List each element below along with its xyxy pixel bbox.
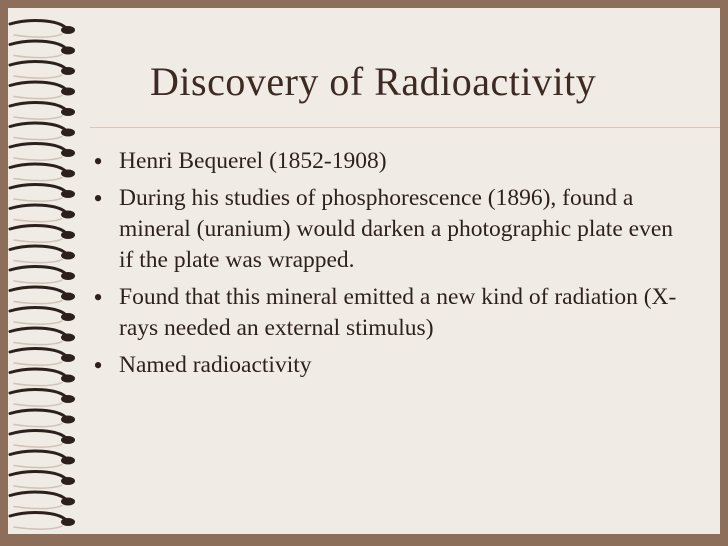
- spiral-ring: [10, 41, 66, 48]
- spiral-ring: [10, 451, 66, 458]
- bullet-item: [88, 183, 688, 276]
- spiral-shadow: [14, 219, 62, 222]
- bullet-icon: •: [93, 147, 103, 176]
- notebook-spiral-icon: [0, 10, 80, 530]
- spiral-hole: [61, 354, 75, 362]
- spiral-hole: [61, 457, 75, 465]
- spiral-ring: [10, 349, 66, 356]
- spiral-hole: [61, 334, 75, 342]
- spiral-ring: [10, 246, 66, 253]
- spiral-hole: [61, 477, 75, 485]
- spiral-hole: [61, 211, 75, 219]
- spiral-hole: [61, 252, 75, 260]
- spiral-ring: [10, 369, 66, 376]
- bullet-text: Found that this mineral emitted a new kind of radiation (X-rays needed an external stimulus): [119, 284, 677, 341]
- bullet-item: [88, 350, 688, 381]
- spiral-hole: [61, 395, 75, 403]
- spiral-shadow: [14, 342, 62, 345]
- spiral-ring: [10, 226, 66, 233]
- bullet-item: [88, 146, 688, 177]
- bullet-list: [88, 146, 688, 387]
- spiral-shadow: [14, 75, 62, 78]
- spiral-hole: [61, 498, 75, 506]
- spiral-hole: [61, 313, 75, 321]
- spiral-ring: [10, 390, 66, 397]
- spiral-ring: [10, 103, 66, 110]
- spiral-hole: [61, 26, 75, 34]
- spiral-shadow: [14, 55, 62, 58]
- spiral-ring: [10, 144, 66, 151]
- spiral-ring: [10, 185, 66, 192]
- spiral-ring: [10, 287, 66, 294]
- bullet-icon: •: [93, 351, 103, 380]
- spiral-shadow: [14, 178, 62, 181]
- spiral-shadow: [14, 96, 62, 99]
- spiral-shadow: [14, 34, 62, 37]
- spiral-ring: [10, 328, 66, 335]
- bullet-text: Named radioactivity: [119, 352, 312, 378]
- spiral-shadow: [14, 444, 62, 447]
- spiral-hole: [61, 170, 75, 178]
- spiral-shadow: [14, 321, 62, 324]
- spiral-shadow: [14, 260, 62, 263]
- bullet-text: During his studies of phosphorescence (1896), found a mineral (uranium) would darken a photographic plate even if the plate was wrapped.: [119, 185, 674, 273]
- spiral-hole: [61, 375, 75, 383]
- spiral-ring: [10, 267, 66, 274]
- spiral-hole: [61, 67, 75, 75]
- spiral-ring: [10, 164, 66, 171]
- bullet-text: Henri Bequerel (1852-1908): [119, 148, 387, 174]
- spiral-shadow: [14, 485, 62, 488]
- spiral-shadow: [14, 362, 62, 365]
- spiral-hole: [61, 88, 75, 96]
- spiral-hole: [61, 293, 75, 301]
- spiral-hole: [61, 272, 75, 280]
- spiral-ring: [10, 410, 66, 417]
- bullet-icon: •: [93, 184, 103, 213]
- spiral-shadow: [14, 137, 62, 140]
- spiral-ring: [10, 492, 66, 499]
- spiral-hole: [61, 518, 75, 526]
- bullet-item: [88, 282, 688, 344]
- spiral-ring: [10, 472, 66, 479]
- spiral-hole: [61, 436, 75, 444]
- spiral-shadow: [14, 526, 62, 529]
- spiral-ring: [10, 513, 66, 520]
- spiral-ring: [10, 82, 66, 89]
- spiral-shadow: [14, 424, 62, 427]
- spiral-hole: [61, 47, 75, 55]
- slide-title: Discovery of Radioactivity: [150, 59, 597, 104]
- spiral-hole: [61, 129, 75, 137]
- spiral-ring: [10, 431, 66, 438]
- spiral-shadow: [14, 157, 62, 160]
- spiral-hole: [61, 190, 75, 198]
- spiral-shadow: [14, 280, 62, 283]
- spiral-shadow: [14, 383, 62, 386]
- spiral-shadow: [14, 239, 62, 242]
- spiral-shadow: [14, 465, 62, 468]
- spiral-ring: [10, 123, 66, 130]
- spiral-shadow: [14, 506, 62, 509]
- spiral-hole: [61, 108, 75, 116]
- spiral-shadow: [14, 301, 62, 304]
- spiral-shadow: [14, 198, 62, 201]
- spiral-ring: [10, 21, 66, 28]
- spiral-shadow: [14, 403, 62, 406]
- title-divider: [90, 127, 720, 128]
- spiral-hole: [61, 231, 75, 239]
- spiral-hole: [61, 149, 75, 157]
- spiral-ring: [10, 62, 66, 69]
- spiral-hole: [61, 416, 75, 424]
- spiral-shadow: [14, 116, 62, 119]
- spiral-ring: [10, 308, 66, 315]
- bullet-icon: •: [93, 283, 103, 312]
- spiral-ring: [10, 205, 66, 212]
